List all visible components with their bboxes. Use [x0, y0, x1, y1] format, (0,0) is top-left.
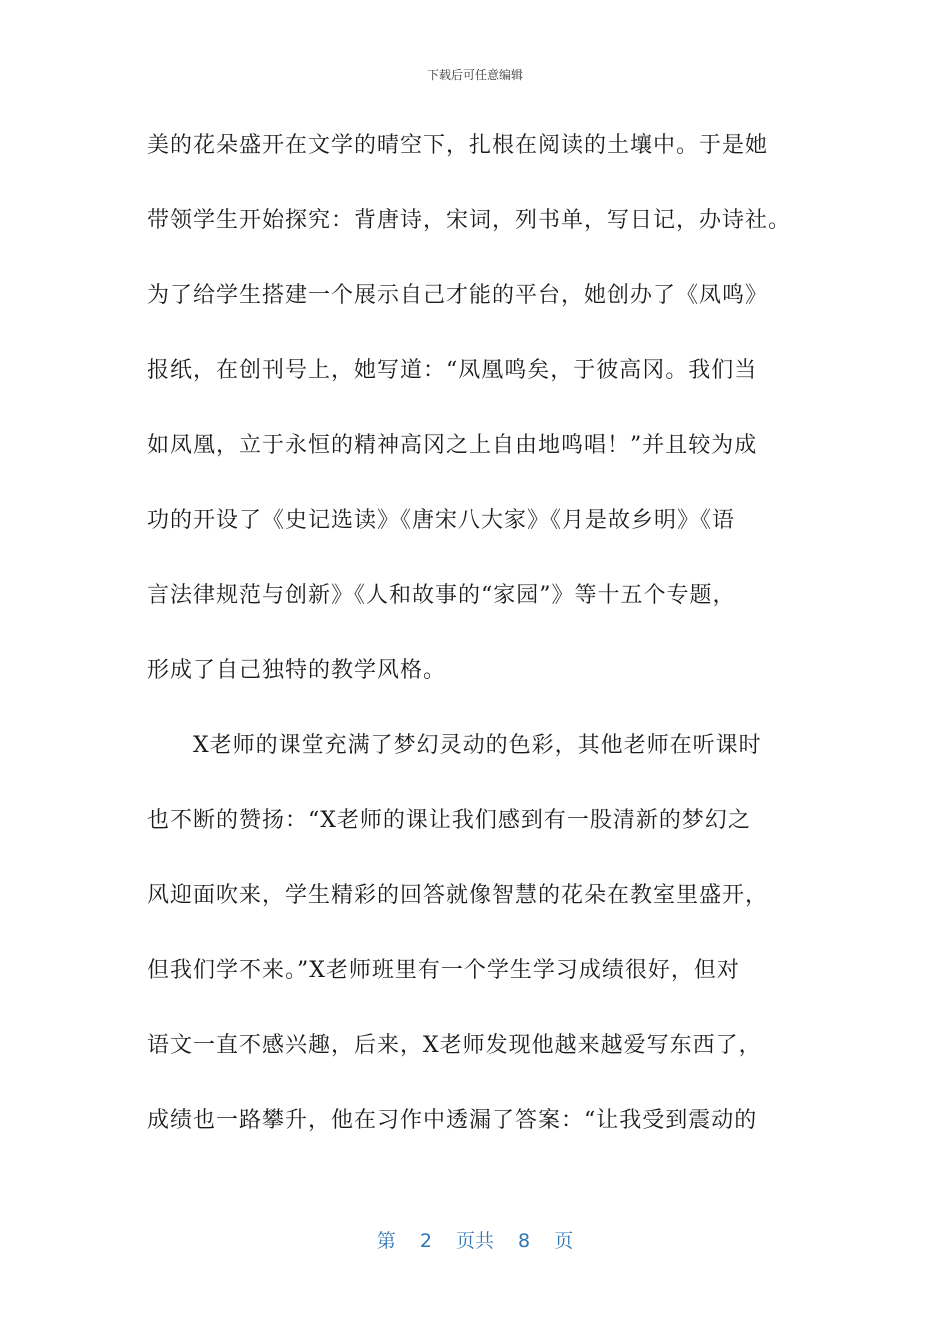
- page-footer: [0, 1226, 950, 1253]
- text-line-6: 功的开设了《史记选读》《唐宋八大家》《月是故乡明》《语: [147, 508, 736, 533]
- text-line-3: 为了给学生搭建一个展示自己才能的平台，她创办了《凤鸣》: [147, 283, 769, 308]
- text-line-5: 如凤凰，立于永恒的精神高冈之上自由地鸣唱！”并且较为成: [147, 433, 758, 458]
- document-body: [147, 120, 807, 1170]
- page-middle: 页共: [455, 1230, 494, 1252]
- text-line-8: 形成了自己独特的教学风格。: [147, 658, 447, 683]
- text-line-12: 但我们学不来。”X老师班里有一个学生学习成绩很好，但对: [147, 958, 740, 983]
- text-line-7: 言法律规范与创新》《人和故事的“家园”》等十五个专题，: [147, 583, 736, 608]
- total-pages-number: 8: [518, 1230, 531, 1252]
- text-line-10: 也不断的赞扬：“X老师的课让我们感到有一股清新的梦幻之: [147, 808, 751, 833]
- text-line-14: 成绩也一路攀升，他在习作中透漏了答案：“让我受到震动的: [147, 1108, 758, 1133]
- page-prefix: 第: [376, 1230, 396, 1252]
- text-line-11: 风迎面吹来，学生精彩的回答就像智慧的花朵在教室里盛开，: [147, 883, 769, 908]
- page-header: 下载后可任意编辑: [426, 68, 523, 82]
- text-line-13: 语文一直不感兴趣，后来，X老师发现他越来越爱写东西了，: [147, 1033, 762, 1058]
- page-suffix: 页: [554, 1230, 574, 1252]
- text-line-1: 美的花朵盛开在文学的晴空下，扎根在阅读的土壤中。于是她: [147, 133, 769, 158]
- text-line-4: 报纸，在创刊号上，她写道：“凤凰鸣矣，于彼高冈。我们当: [147, 358, 758, 383]
- current-page-number: 2: [419, 1230, 432, 1252]
- text-line-2: 带领学生开始探究：背唐诗，宋词，列书单，写日记，办诗社。: [147, 208, 792, 233]
- text-line-9: X老师的课堂充满了梦幻灵动的色彩，其他老师在听课时: [193, 733, 762, 758]
